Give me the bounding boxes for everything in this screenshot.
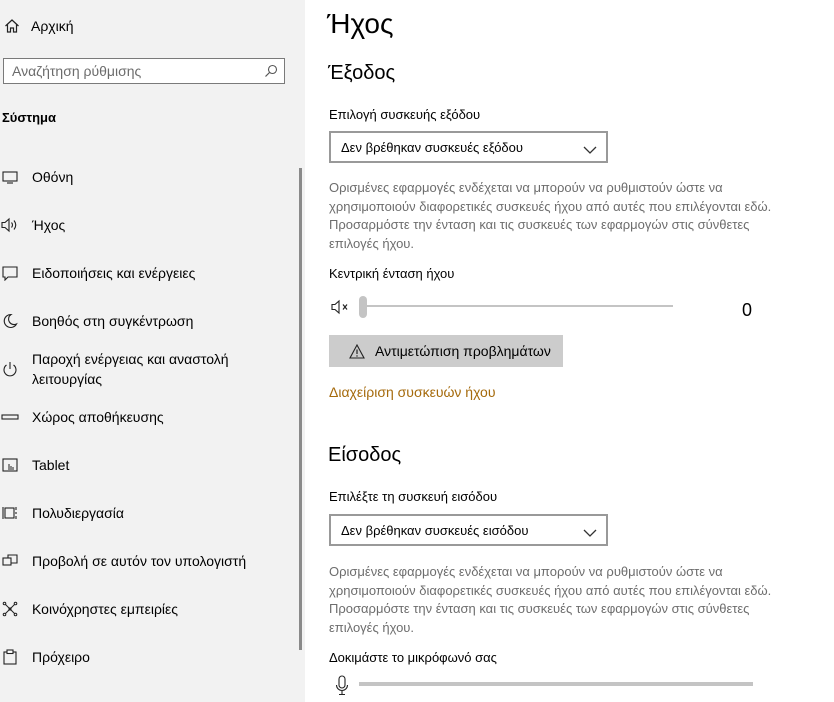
- output-device-dropdown[interactable]: [329, 131, 608, 163]
- monitor-icon: [0, 169, 20, 185]
- troubleshoot-button[interactable]: [329, 335, 563, 367]
- input-description: Ορισμένες εφαρμογές ενδέχεται να μπορούν να ρυθμιστούν ώστε να χρησιμοποιούν διαφορετικές συσκευές ήχου από αυτές που επιλέγονται εδώ. Προσαρμόστε την ένταση και τις συσκευές των εφαρμογών στις σύνθετες επιλογές ήχου.: [329, 564, 772, 635]
- input-device-dropdown[interactable]: [329, 514, 608, 546]
- sidebar-item-label: Βοηθός στη συγκέντρωση: [32, 313, 194, 329]
- clipboard-icon: [0, 649, 20, 665]
- sidebar-item-label: Οθόνη: [32, 169, 74, 185]
- sidebar-item-label: Κοινόχρηστες εμπειρίες: [32, 601, 179, 617]
- storage-icon: [0, 409, 20, 425]
- volume-slider[interactable]: [329, 296, 749, 318]
- section-title: Σύστημα: [2, 110, 56, 125]
- input-heading: Είσοδος: [328, 444, 402, 466]
- search-icon[interactable]: [264, 64, 278, 83]
- troubleshoot-label: Αντιμετώπιση προβλημάτων: [375, 343, 551, 359]
- chevron-down-icon: [583, 142, 597, 160]
- sidebar-item-label: Παροχή ενέργειας και αναστολή λειτουργίας: [32, 351, 229, 387]
- sidebar-item-label: Πολυδιεργασία: [32, 505, 124, 521]
- chevron-down-icon: [583, 525, 597, 543]
- shared-experiences-icon: [0, 601, 20, 617]
- volume-label: Κεντρική ένταση ήχου: [329, 266, 455, 281]
- sidebar-item-multitasking[interactable]: [0, 503, 300, 523]
- output-description: Ορισμένες εφαρμογές ενδέχεται να μπορούν να ρυθμιστούν ώστε να χρησιμοποιούν διαφορετικές συσκευές ήχου από αυτές που επιλέγονται εδώ. Προσαρμόστε την ένταση και τις συσκευές των εφαρμογών στις σύνθετες επιλογές ήχου.: [329, 180, 772, 251]
- input-device-value: Δεν βρέθηκαν συσκευές εισόδου: [341, 523, 529, 538]
- search-box[interactable]: [3, 58, 285, 84]
- speaker-muted-icon[interactable]: [331, 299, 353, 320]
- multitasking-icon: [0, 505, 20, 521]
- sidebar-item-shared-experiences[interactable]: [0, 599, 300, 619]
- main-content: [305, 0, 834, 702]
- input-device-label: Επιλέξτε τη συσκευή εισόδου: [329, 489, 498, 504]
- sidebar-item-label: Πρόχειρο: [32, 649, 90, 665]
- mic-level-bar: [359, 682, 753, 686]
- projection-icon: [0, 553, 20, 569]
- home-nav[interactable]: [0, 14, 74, 38]
- sidebar-scrollbar[interactable]: [299, 168, 302, 650]
- page-title: Ήχος: [327, 8, 394, 39]
- volume-thumb[interactable]: [359, 296, 367, 318]
- sidebar-item-power[interactable]: [0, 349, 300, 389]
- sidebar-item-label: Χώρος αποθήκευσης: [32, 409, 164, 425]
- speaker-icon: [0, 217, 20, 233]
- output-device-value: Δεν βρέθηκαν συσκευές εξόδου: [341, 140, 523, 155]
- sidebar-item-focus-assist[interactable]: [0, 311, 300, 331]
- sidebar-item-notifications[interactable]: [0, 263, 300, 283]
- manage-devices-link[interactable]: Διαχείριση συσκευών ήχου: [329, 384, 496, 400]
- sidebar-item-label: Προβολή σε αυτόν τον υπολογιστή: [32, 553, 247, 569]
- moon-icon: [0, 313, 20, 329]
- sidebar-item-label: Tablet: [32, 457, 70, 473]
- sidebar-item-display[interactable]: [0, 167, 300, 187]
- home-icon: [0, 18, 27, 34]
- volume-track[interactable]: [361, 305, 673, 307]
- tablet-icon: [0, 457, 20, 473]
- search-input[interactable]: [12, 62, 252, 80]
- microphone-icon: [335, 675, 349, 702]
- home-label: Αρχική: [31, 18, 74, 34]
- output-heading: Έξοδος: [328, 62, 396, 84]
- sidebar-item-sound[interactable]: [0, 215, 300, 235]
- output-device-label: Επιλογή συσκευής εξόδου: [329, 107, 481, 122]
- warning-icon: [349, 344, 365, 359]
- mic-test-label: Δοκιμάστε το μικρόφωνό σας: [329, 650, 497, 665]
- sidebar-item-label: Ειδοποιήσεις και ενέργειες: [32, 265, 196, 281]
- sidebar-item-tablet[interactable]: [0, 455, 300, 475]
- notification-icon: [0, 265, 20, 281]
- sidebar-item-clipboard[interactable]: [0, 647, 300, 667]
- sidebar: [0, 0, 305, 702]
- sidebar-item-projection[interactable]: [0, 551, 300, 571]
- volume-value: 0: [742, 300, 753, 320]
- power-icon: [0, 361, 20, 377]
- sidebar-item-storage[interactable]: [0, 407, 300, 427]
- sidebar-item-label: Ήχος: [32, 217, 66, 233]
